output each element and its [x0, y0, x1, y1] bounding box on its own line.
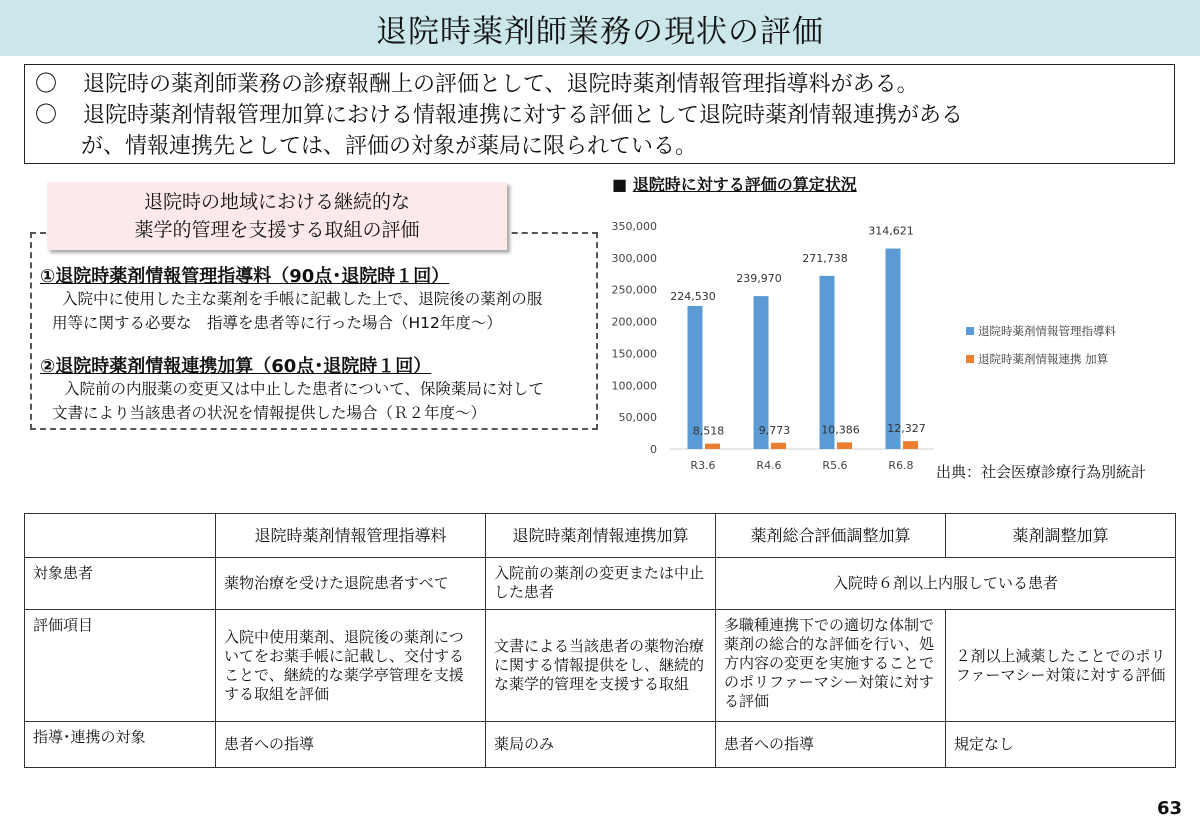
- table-header-cell: 薬剤総合評価調整加算: [716, 514, 946, 558]
- legend-entry: 退院時薬剤情報連携 加算: [978, 352, 1109, 366]
- table-header-cell: [25, 514, 216, 558]
- data-label: 224,530: [670, 289, 716, 303]
- comparison-table: [24, 513, 1176, 768]
- bar-management-fee: [886, 249, 901, 449]
- data-label: 8,518: [692, 424, 725, 438]
- circle-bullet-icon: 〇: [35, 103, 58, 128]
- y-tick-label: 300,000: [611, 251, 657, 265]
- table-cell: 薬局のみ: [486, 722, 716, 768]
- item1-heading: ①退院時薬剤情報管理指導料（90点･退院時１回）: [40, 266, 450, 287]
- callout-line-1: 退院時の地域における継続的な: [143, 191, 410, 213]
- legend-entry: 退院時薬剤情報管理指導料: [978, 324, 1116, 338]
- item1-desc-line-2: 用等に関する必要な 指導を患者等に行った場合（H12年度～）: [52, 314, 502, 332]
- summary-text-2a: 退院時薬剤情報管理加算における情報連携に対する評価として退院時薬剤情報連携がある: [83, 103, 964, 128]
- bar-chart: [604, 205, 1184, 485]
- page-title: 退院時薬剤師業務の現状の評価: [376, 13, 824, 50]
- table-cell: 薬物治療を受けた退院患者すべて: [216, 558, 486, 610]
- table-cell: 患者への指導: [216, 722, 486, 768]
- callout-box: [47, 182, 507, 250]
- table-cell: 入院中使用薬剤、退院後の薬剤についてをお薬手帳に記載し、交付することで、継続的な薬学亭管理を支援する取組を評価: [216, 610, 486, 722]
- y-tick-label: 350,000: [611, 220, 657, 233]
- table-cell: 入院前の薬剤の変更または中止した患者: [486, 558, 716, 610]
- table-cell: 入院時６剤以上内服している患者: [716, 558, 1176, 610]
- table-cell: 多職種連携下での適切な体制で薬剤の総合的な評価を行い、処方内容の変更を実施することでのポリファーマシー対策に対する評価: [716, 610, 946, 722]
- data-label: 9,773: [758, 423, 791, 437]
- page-number: 63: [1156, 798, 1182, 819]
- summary-text-1: 退院時の薬剤師業務の診療報酬上の評価として、退院時薬剤情報管理指導料がある。: [83, 72, 919, 97]
- data-label: 10,386: [821, 423, 860, 437]
- y-tick-label: 100,000: [611, 379, 657, 393]
- data-label: 12,327: [887, 422, 926, 436]
- y-tick-label: 0: [650, 443, 657, 456]
- chart-title: [612, 172, 857, 195]
- legend-swatch: [966, 355, 974, 363]
- summary-line-2: [35, 100, 1164, 131]
- legend-swatch: [966, 327, 974, 335]
- title-bar: [0, 0, 1200, 56]
- table-cell: 規定なし: [946, 722, 1176, 768]
- y-tick-label: 150,000: [611, 347, 657, 361]
- summary-line-1: [35, 69, 1164, 100]
- row-label-guidance-target: 指導･連携の対象: [25, 722, 216, 768]
- circle-bullet-icon: 〇: [35, 72, 58, 97]
- table-header-cell: 退院時薬剤情報管理指導料: [216, 514, 486, 558]
- source-citation: 出典：社会医療診療行為別統計: [936, 463, 1147, 481]
- data-label: 239,970: [736, 272, 782, 286]
- row-label-evaluation-item: 評価項目: [25, 610, 216, 722]
- summary-box: [24, 64, 1175, 164]
- bar-coordination-addition: [771, 443, 786, 449]
- summary-text-2b: が、情報連携先としては、評価の対象が薬局に限られている。: [81, 134, 698, 159]
- x-tick-label: R3.6: [690, 459, 716, 472]
- table-cell: ２剤以上減薬したことでのポリファーマシー対策に対する評価: [946, 610, 1176, 722]
- x-tick-label: R4.6: [756, 459, 782, 472]
- table-row: [25, 610, 1176, 722]
- item2-desc-line-2: 文書により当該患者の状況を情報提供した場合（Ｒ２年度～）: [52, 404, 487, 422]
- x-tick-label: R5.6: [822, 459, 848, 472]
- table-header-cell: 薬剤調整加算: [946, 514, 1176, 558]
- item2-heading: ②退院時薬剤情報連携加算（60点･退院時１回）: [40, 356, 432, 377]
- table-cell: 文書による当該患者の薬物治療に関する情報提供をし、継続的な薬学的管理を支援する取組: [486, 610, 716, 722]
- y-tick-label: 50,000: [618, 411, 657, 425]
- table-row: [25, 722, 1176, 768]
- table-header-cell: 退院時薬剤情報連携加算: [486, 514, 716, 558]
- item2-desc-line-1: 入院前の内服薬の変更又は中止した患者について、保険薬局に対して: [64, 380, 544, 398]
- row-label-target-patient: 対象患者: [25, 558, 216, 610]
- square-bullet-icon: ■: [612, 175, 628, 194]
- y-tick-label: 200,000: [611, 315, 657, 329]
- item1-desc-line-1: 入院中に使用した主な薬剤を手帳に記載した上で、退院後の薬剤の服: [62, 290, 543, 308]
- x-tick-label: R6.8: [888, 459, 914, 472]
- data-label: 271,738: [802, 251, 848, 265]
- bar-coordination-addition: [705, 444, 720, 449]
- data-label: 314,621: [868, 224, 914, 238]
- chart-title-text: 退院時に対する評価の算定状況: [632, 175, 857, 194]
- bar-coordination-addition: [903, 441, 918, 449]
- bar-coordination-addition: [837, 442, 852, 449]
- table-cell: 患者への指導: [716, 722, 946, 768]
- callout-line-2: 薬学的管理を支援する取組の評価: [134, 219, 420, 241]
- table-row: [25, 558, 1176, 610]
- table-header-row: [25, 514, 1176, 558]
- y-tick-label: 250,000: [611, 283, 657, 297]
